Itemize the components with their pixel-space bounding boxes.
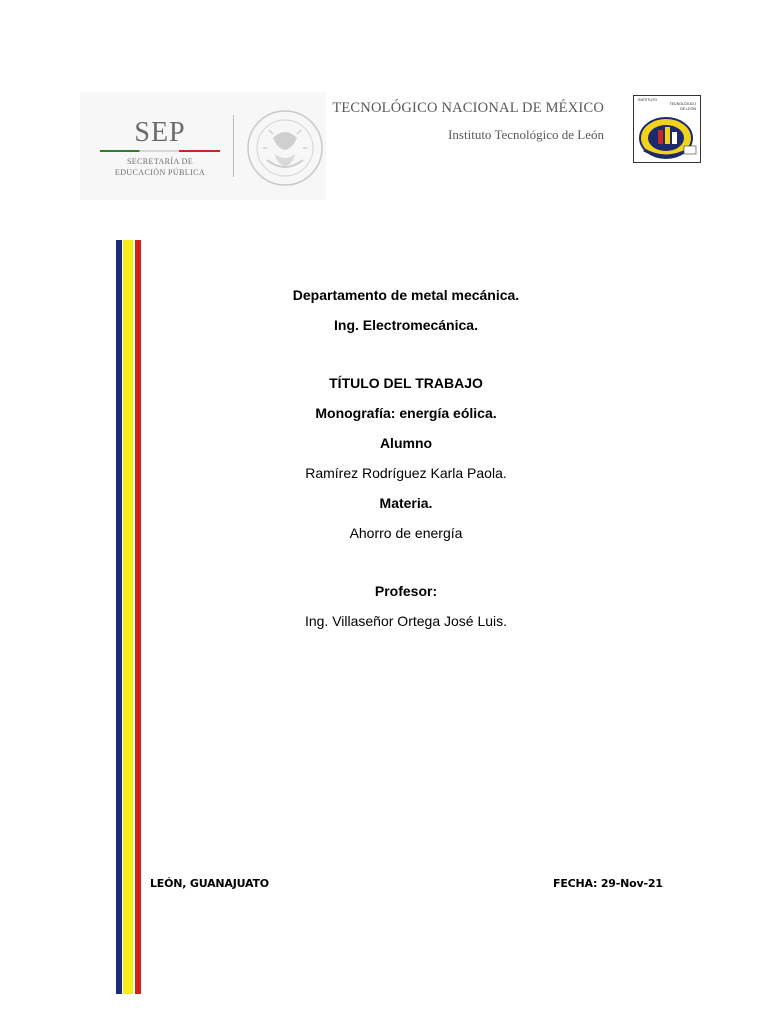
footer-date: FECHA: 29-Nov-21 (553, 877, 663, 890)
cover-content (200, 286, 612, 630)
itl-logo-text-3: DE LEÓN (680, 106, 696, 111)
decorative-stripe-yellow (123, 240, 133, 994)
work-title: Monografía: energía eólica. (315, 405, 497, 421)
sep-logo-subtitle-2: EDUCACIÓN PÚBLICA (114, 168, 206, 177)
sep-logo (100, 118, 220, 178)
itl-logo (633, 95, 701, 163)
subject-heading: Materia. (379, 495, 433, 511)
header-divider (233, 115, 234, 177)
department-line: Departamento de metal mecánica. (292, 287, 520, 303)
subject-name: Ahorro de energía (349, 525, 463, 541)
decorative-stripe-blue (116, 240, 122, 994)
institution-subtitle: Instituto Tecnológico de León (448, 127, 604, 142)
itl-emblem-icon (638, 110, 698, 160)
footer-location: LEÓN, GUANAJUATO (150, 877, 269, 890)
career-line: Ing. Electromecánica. (334, 317, 478, 333)
itl-logo-text-2: TECNOLÓGICO (669, 102, 696, 107)
sep-logo-title: SEP (134, 117, 186, 148)
sep-logo-subtitle-1: SECRETARÍA DE (126, 157, 194, 166)
itl-logo-text-1: INSTITUTO (638, 98, 657, 102)
student-heading: Alumno (379, 435, 433, 451)
student-name: Ramírez Rodríguez Karla Paola. (305, 465, 507, 481)
institution-header (332, 98, 604, 144)
mexican-coat-of-arms-seal-icon (245, 108, 325, 188)
decorative-stripe-red (135, 240, 141, 994)
title-heading: TÍTULO DEL TRABAJO (329, 375, 483, 391)
sep-logo-rule (100, 150, 220, 152)
institution-name: TECNOLÓGICO NACIONAL DE MÉXICO (332, 100, 604, 116)
teacher-heading: Profesor: (374, 583, 438, 599)
teacher-name: Ing. Villaseñor Ortega José Luis. (304, 613, 508, 629)
